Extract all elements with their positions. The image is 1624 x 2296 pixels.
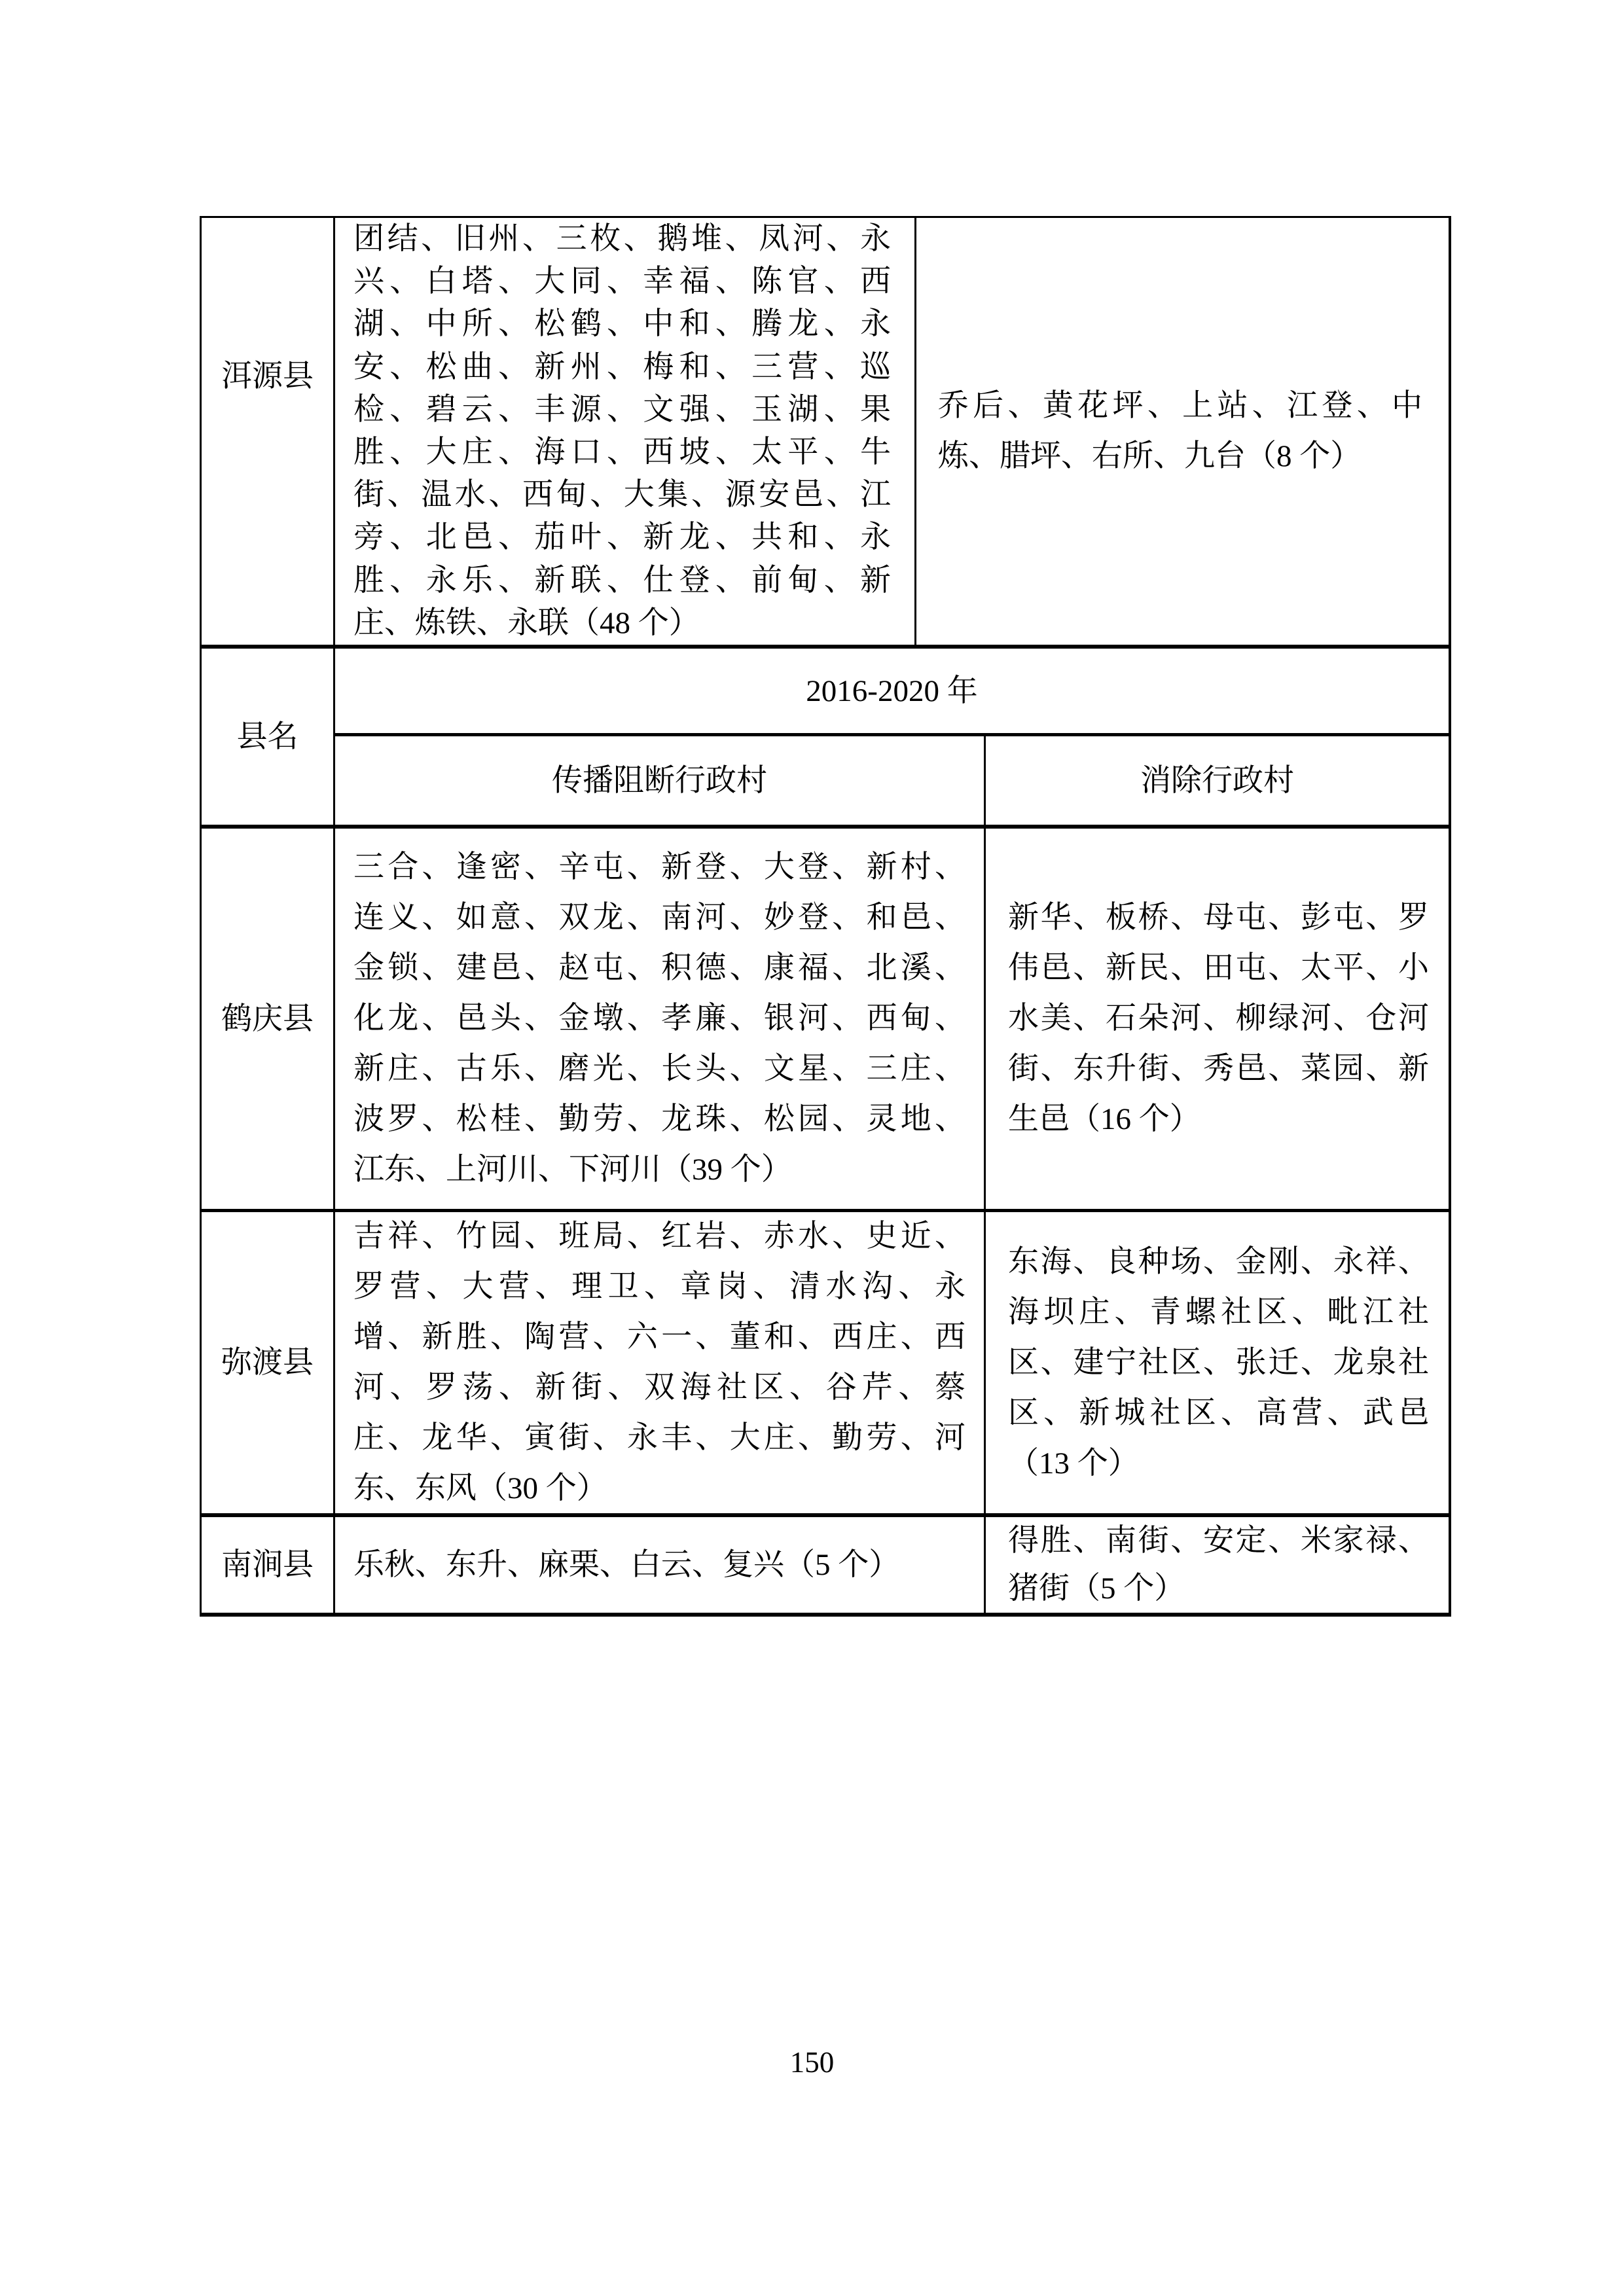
village-line: 湖、中所、松鹤、中和、腾龙、永 — [353, 307, 891, 342]
eliminated-villages-eryuan — [916, 218, 1449, 645]
village-line: 街、温水、西甸、大集、源安邑、江 — [353, 478, 891, 512]
village-line: 连义、如意、双龙、南河、妙登、和邑、 — [353, 901, 965, 935]
village-line: 生邑（16 个） — [1008, 1102, 1200, 1136]
county-cell-nanjian — [202, 1517, 333, 1613]
county-cell-midu — [202, 1212, 333, 1513]
village-line: 东、东风（30 个） — [353, 1471, 607, 1505]
village-line: 乔后、黄花坪、上站、江登、中 — [938, 389, 1422, 423]
village-line: 吉祥、竹园、班局、红岩、赤水、史近、 — [353, 1219, 965, 1253]
village-line: 罗营、大营、理卫、章岗、清水沟、永 — [353, 1270, 965, 1304]
eliminated-villages-nanjian — [986, 1517, 1449, 1613]
village-line: 水美、石朵河、柳绿河、仓河 — [1008, 1001, 1429, 1035]
village-line: 新庄、古乐、磨光、长头、文星、三庄、 — [353, 1052, 965, 1086]
village-line: 三合、逢密、辛屯、新登、大登、新村、 — [353, 850, 965, 884]
county-name: 鹤庆县 — [221, 1001, 314, 1036]
grid-line — [1449, 216, 1451, 1617]
county-cell-eryuan — [202, 218, 333, 645]
village-table — [200, 216, 1451, 1617]
blocked-villages-midu — [335, 1212, 984, 1513]
village-line: 波罗、松桂、勤劳、龙珠、松园、灵地、 — [353, 1102, 965, 1136]
village-line: 区、建宁社区、张迁、龙泉社 — [1008, 1345, 1429, 1380]
blocked-villages-heqing — [335, 829, 984, 1209]
period-header-cell — [335, 649, 1449, 733]
page-number: 150 — [789, 2046, 835, 2079]
village-line: 乐秋、东升、麻栗、白云、复兴（5 个） — [353, 1547, 900, 1582]
county-name: 南涧县 — [221, 1548, 314, 1582]
village-line: 旁、北邑、茄叶、新龙、共和、永 — [353, 520, 891, 555]
village-line: 伟邑、新民、田屯、太平、小 — [1008, 951, 1429, 985]
grid-line — [200, 1613, 1451, 1617]
county-cell-heqing — [202, 829, 333, 1209]
village-line: 检、碧云、丰源、文强、玉湖、果 — [353, 392, 891, 427]
village-line: 新华、板桥、母屯、彭屯、罗 — [1008, 901, 1429, 935]
village-line: 化龙、邑头、金墩、孝廉、银河、西甸、 — [353, 1001, 965, 1035]
village-line: 胜、永乐、新联、仕登、前甸、新 — [353, 563, 891, 598]
village-line: 猪街（5 个） — [1008, 1571, 1185, 1605]
village-line: 胜、大庄、海口、西坡、太平、牛 — [353, 435, 891, 469]
village-line: 区、新城社区、高营、武邑 — [1008, 1395, 1429, 1430]
eliminated-villages-midu — [986, 1212, 1449, 1513]
county-name-header-cell — [202, 649, 333, 825]
blocked-header-label: 传播阻断行政村 — [552, 763, 767, 798]
village-line: 团结、旧州、三枚、鹅堆、凤河、永 — [353, 221, 891, 256]
blocked-column-header — [335, 736, 984, 825]
county-name: 弥渡县 — [221, 1346, 314, 1380]
village-line: 街、东升街、秀邑、菜园、新 — [1008, 1052, 1429, 1086]
village-line: 炼、腊坪、右所、九台（8 个） — [938, 439, 1362, 473]
county-header-label: 县名 — [236, 719, 298, 754]
village-line: 庄、炼铁、永联（48 个） — [353, 605, 700, 640]
village-line: 河、罗荡、新街、双海社区、谷芹、蔡 — [353, 1371, 965, 1405]
blocked-villages-nanjian — [335, 1517, 984, 1613]
village-line: 金锁、建邑、赵屯、积德、康福、北溪、 — [353, 951, 965, 985]
village-line: 安、松曲、新州、梅和、三营、巡 — [353, 350, 891, 384]
period-label: 2016-2020 年 — [806, 673, 978, 708]
county-name: 洱源县 — [221, 359, 314, 393]
village-line: 兴、白塔、大同、幸福、陈官、西 — [353, 264, 891, 299]
village-line: 增、新胜、陶营、六一、董和、西庄、西 — [353, 1320, 965, 1354]
eliminated-column-header — [986, 736, 1449, 825]
village-line: 江东、上河川、下河川（39 个） — [353, 1153, 792, 1187]
village-line: 得胜、南街、安定、米家禄、 — [1008, 1524, 1429, 1558]
village-line: 海坝庄、青螺社区、毗江社 — [1008, 1295, 1429, 1329]
village-line: （13 个） — [1008, 1446, 1139, 1480]
village-line: 东海、良种场、金刚、永祥、 — [1008, 1244, 1429, 1279]
eliminated-header-label: 消除行政村 — [1140, 763, 1294, 798]
blocked-villages-eryuan — [335, 218, 914, 645]
village-line: 庄、龙华、寅街、永丰、大庄、勤劳、河 — [353, 1421, 965, 1455]
eliminated-villages-heqing — [986, 829, 1449, 1209]
